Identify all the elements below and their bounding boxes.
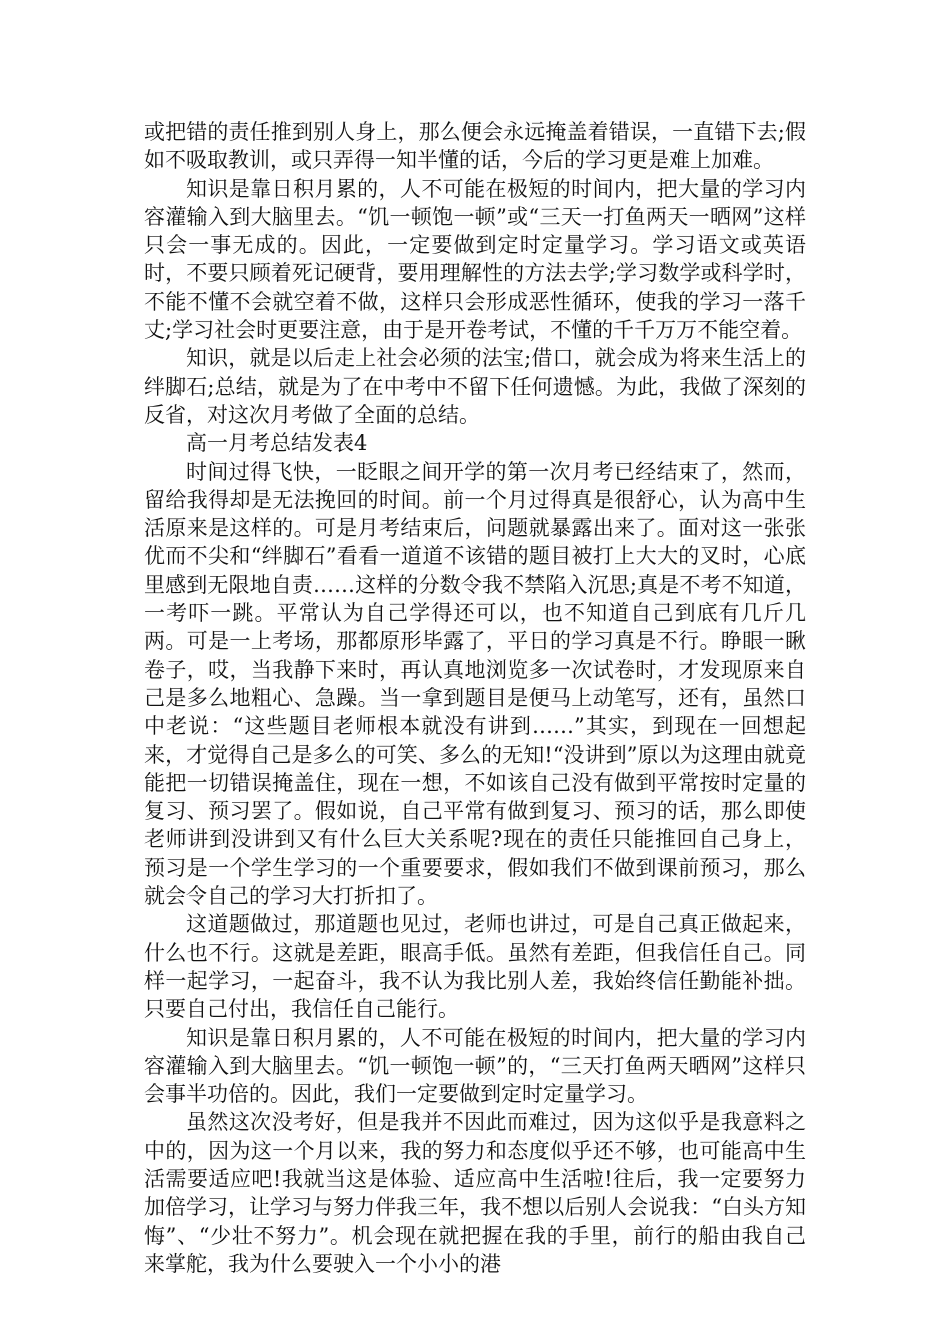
paragraph-resolution: 虽然这次没考好，但是我并不因此而难过，因为这似乎是我意料之中的，因为这一个月以来，我的努力和态度似乎还不够，也可能高中生活需要适应吧!我就当这是体验、适应高中生活啦!往后，我一定要努力加倍学习，让学习与努力伴我三年，我不想以后别人会说我：“白头方知悔”、“少壮不努力”。机会现在就把握在我的手里，前行的船由我自己来掌舵，我为什么要驶入一个小小的港	[144, 1110, 806, 1276]
section-heading: 高一月考总结发表4	[186, 431, 368, 456]
document-page	[144, 118, 806, 1278]
paragraph-gap: 这道题做过，那道题也见过，老师也讲过，可是自己真正做起来，什么也不行。这就是差距，眼高手低。虽然有差距，但我信任自己。同样一起学习，一起奋斗，我不认为我比别人差，我始终信任勤能补拙。只要自己付出，我信任自己能行。	[144, 912, 806, 1022]
paragraph-reflection: 知识，就是以后走上社会必须的法宝;借口，就会成为将来生活上的绊脚石;总结，就是为了在中考中不留下任何遗憾。为此，我做了深刻的反省，对这次月考做了全面的总结。	[144, 346, 806, 427]
paragraph-accumulation: 知识是靠日积月累的，人不可能在极短的时间内，把大量的学习内容灌输入到大脑里去。“饥一顿饱一顿”的，“三天打鱼两天晒网”这样只会事半功倍的。因此，我们一定要做到定时定量学习。	[144, 1025, 806, 1107]
paragraph-knowledge: 知识是靠日积月累的，人不可能在极短的时间内，把大量的学习内容灌输入到大脑里去。“饥一顿饱一顿”或“三天一打鱼两天一晒网”这样只会一事无成的。因此，一定要做到定时定量学习。学习语文或英语时，不要只顾着死记硬背，要用理解性的方法去学;学习数学或科学时，不能不懂不会就空着不做，这样只会形成恶性循环，使我的学习一落千丈;学习社会时更要注意，由于是开卷考试，不懂的千千万万不能空着。	[144, 176, 806, 343]
paragraph-exam-review: 时间过得飞快，一眨眼之间开学的第一次月考已经结束了，然而，留给我得却是无法挽回的时间。前一个月过得真是很舒心，认为高中生活原来是这样的。可是月考结束后，问题就暴露出来了。面对这一张张优而不尖和“绊脚石”看看一道道不该错的题目被打上大大的叉时，心底里感到无限地自责……这样的分数令我不禁陷入沉思;真是不考不知道，一考吓一跳。平常认为自己学得还可以，也不知道自己到底有几斤几两。可是一上考场，那都原形毕露了，平日的学习真是不行。睁眼一瞅卷子，哎，当我静下来时，再认真地浏览多一次试卷时，才发现原来自己是多么地粗心、急躁。当一拿到题目是便马上动笔写，还有，虽然口中老说：“这些题目老师根本就没有讲到……”其实，到现在一回想起来，才觉得自己是多么的可笑、多么的无知!“没讲到”原以为这理由就竟能把一切错误掩盖住，现在一想，不如该自己没有做到平常按时定量的复习、预习罢了。假如说，自己平常有做到复习、预习的话，那么即使老师讲到没讲到又有什么巨大关系呢?现在的责任只能推回自己身上，预习是一个学生学习的一个重要要求，假如我们不做到课前预习，那么就会令自己的学习大打折扣了。	[144, 459, 806, 909]
paragraph-continuation: 或把错的责任推到别人身上，那么便会永远掩盖着错误，一直错下去;假如不吸取教训，或只弄得一知半懂的话，今后的学习更是难上加难。	[144, 120, 806, 173]
